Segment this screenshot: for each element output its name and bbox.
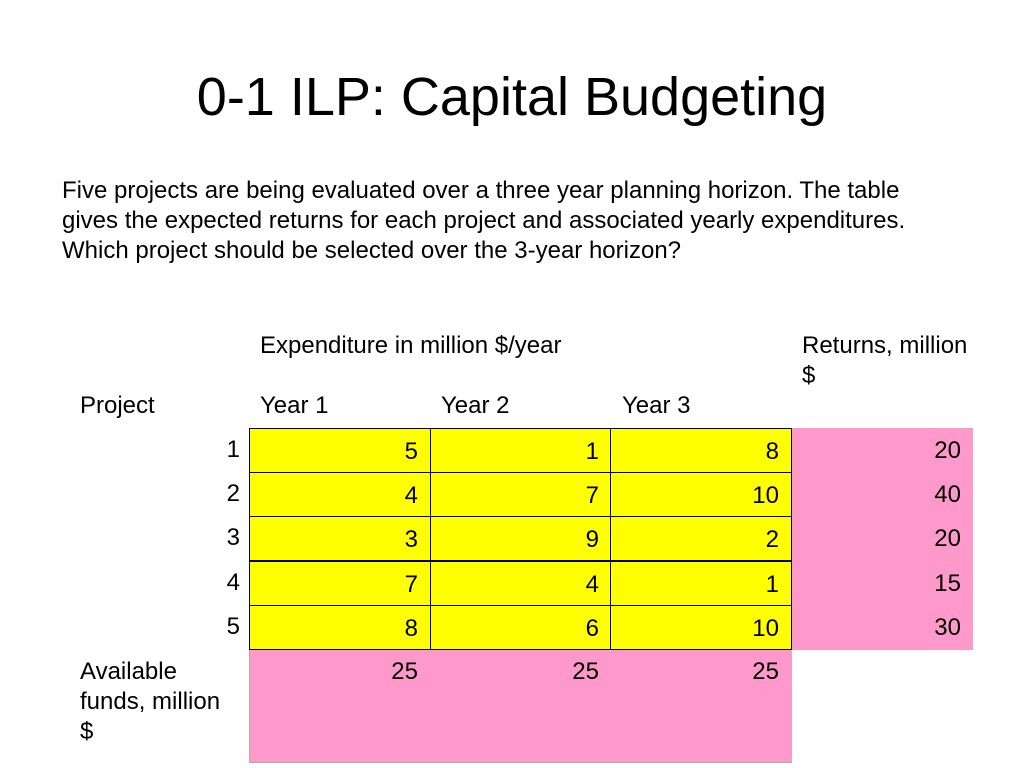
project-returns: 40 [792,472,973,517]
project-returns: 20 [792,428,973,473]
year-2-expenditure: 4 [430,561,612,606]
project-number: 4 [226,569,240,596]
year-1-expenditure: 3 [249,516,431,561]
project-header: Project [80,392,155,419]
year-3-expenditure: 1 [610,561,792,606]
available-funds-label: Available funds, million $ [80,658,221,745]
year-3-header: Year 3 [622,392,691,419]
year-3-expenditure: 2 [610,516,792,561]
year-3-expenditure: 10 [610,605,792,650]
project-returns: 20 [792,516,973,561]
project-returns: 30 [792,605,973,650]
year-2-available-funds: 25 [572,658,599,685]
year-2-expenditure: 9 [430,516,612,561]
year-1-expenditure: 8 [249,605,431,650]
year-3-expenditure: 8 [610,428,792,473]
year-3-available-funds: 25 [752,658,779,685]
year-1-available-funds: 25 [391,658,418,685]
project-number: 5 [226,613,240,640]
year-3-expenditure: 10 [610,472,792,517]
year-2-expenditure: 1 [430,428,612,473]
year-1-expenditure: 5 [249,428,431,473]
year-2-expenditure: 6 [430,605,612,650]
year-1-header: Year 1 [260,392,329,419]
year-1-expenditure: 4 [249,472,431,517]
year-1-expenditure: 7 [249,561,431,606]
year-2-expenditure: 7 [430,472,612,517]
project-number: 1 [226,436,240,463]
slide-title: 0-1 ILP: Capital Budgeting [196,67,828,127]
year-2-header: Year 2 [441,392,510,419]
expenditure-header: Expenditure in million $/year [260,332,562,359]
problem-description: Five projects are being evaluated over a three year planning horizon. The table gives the expected returns for each project and associated yearly expenditures. Which project should be selected over the 3-year horizon? [62,177,906,264]
project-returns: 15 [792,561,973,606]
project-number: 2 [226,480,240,507]
returns-header: Returns, million $ [802,332,968,389]
project-number: 3 [226,524,240,551]
